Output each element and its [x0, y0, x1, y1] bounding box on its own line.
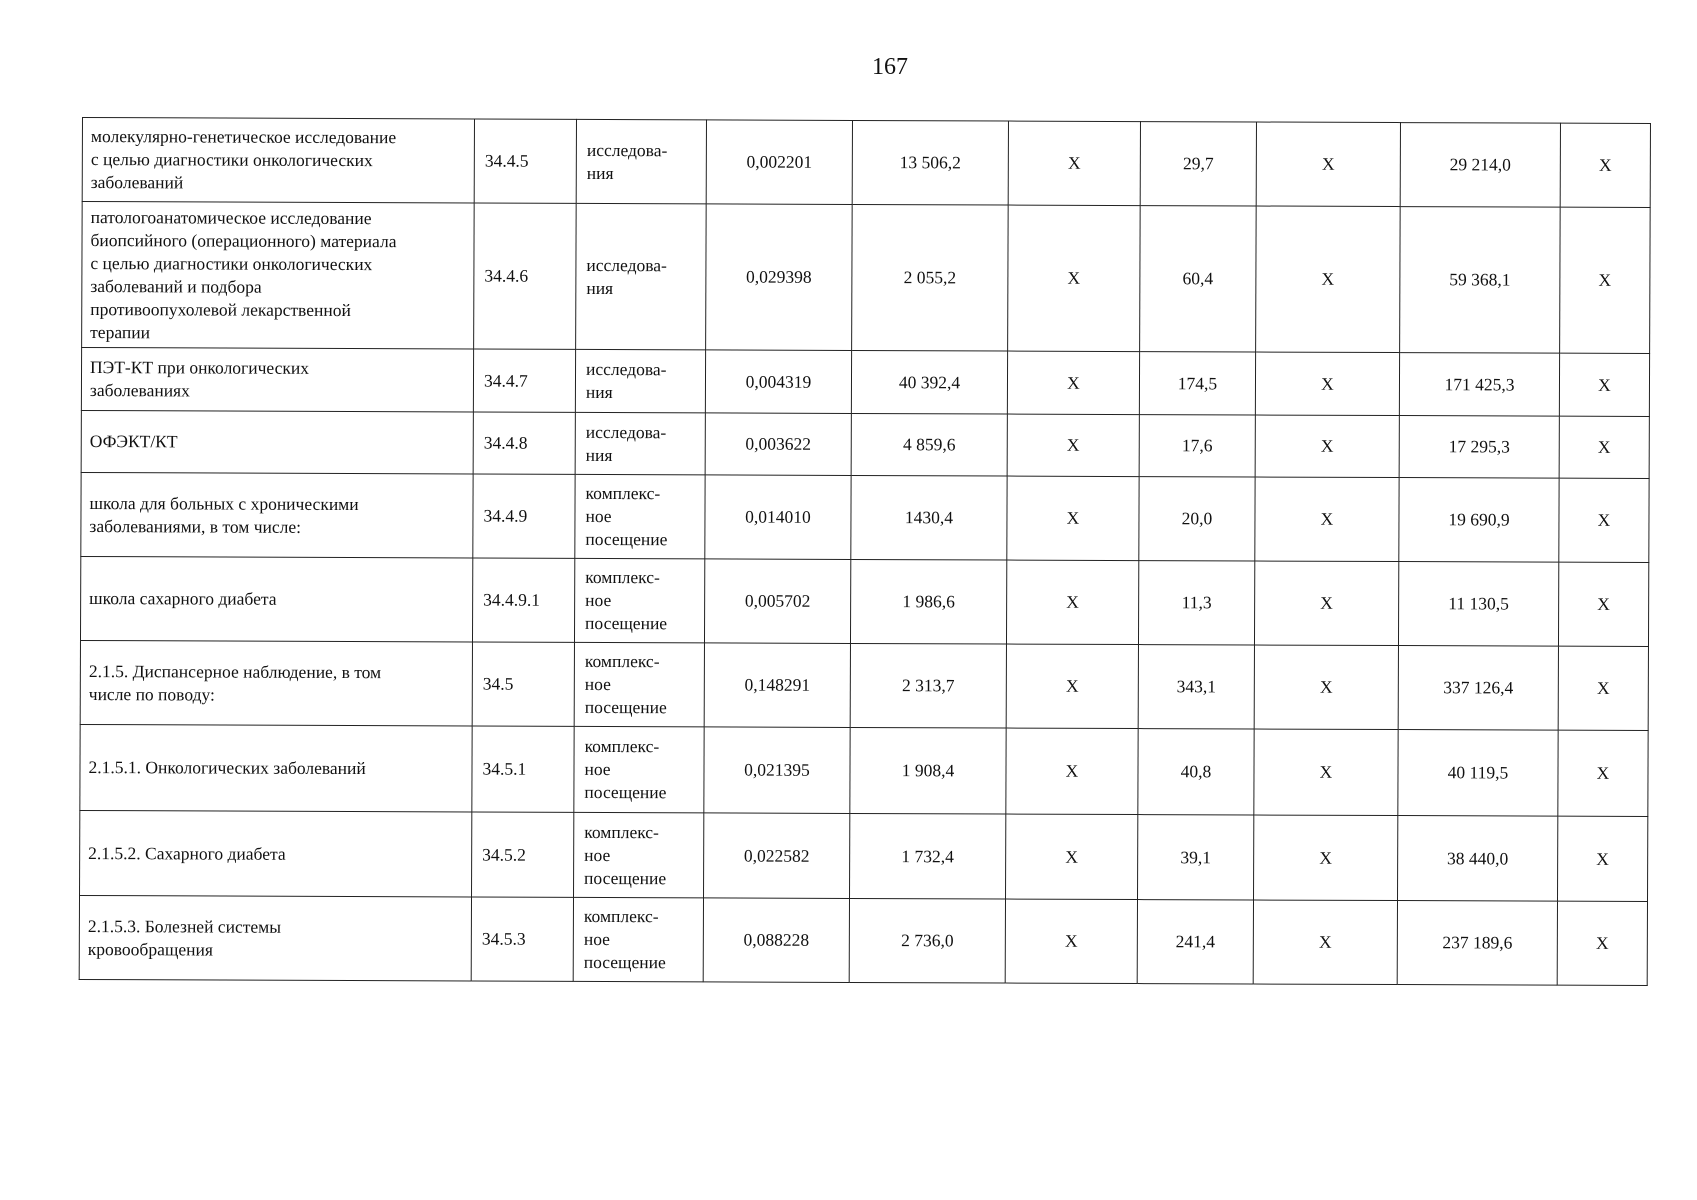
cell-value: 237 189,6 — [1397, 901, 1557, 986]
cell-unit — [575, 412, 705, 474]
cell-x: X — [1558, 646, 1648, 730]
cell-name — [81, 348, 473, 413]
cell-x: X — [1254, 645, 1398, 730]
unit-line: посещение — [583, 951, 666, 973]
cell-value: 11,3 — [1138, 561, 1254, 645]
cell-x: X — [1560, 207, 1651, 353]
cell-norm: 0,005702 — [704, 559, 850, 644]
name-line: противоопухолевой лекарственной — [90, 298, 351, 320]
cell-cost: 2 313,7 — [850, 643, 1006, 728]
cell-x: X — [1007, 414, 1139, 477]
cell-x: X — [1008, 121, 1140, 206]
cell-x: X — [1253, 900, 1397, 985]
unit-line: посещение — [584, 781, 667, 803]
name-line: ОФЭКТ/КТ — [89, 431, 178, 452]
cell-unit — [575, 474, 705, 558]
cell-cost: 1 986,6 — [850, 559, 1006, 644]
unit-line: ное — [584, 844, 611, 865]
unit-line: комплекс- — [584, 735, 660, 757]
cell-cost: 2 055,2 — [852, 204, 1009, 351]
cell-value: 39,1 — [1138, 815, 1254, 900]
unit-line: посещение — [585, 612, 668, 634]
name-line: 2.1.5.3. Болезней системы — [87, 915, 282, 937]
name-line: кровообращения — [87, 938, 213, 960]
cell-unit — [573, 897, 703, 981]
cell-norm: 0,148291 — [704, 643, 850, 728]
name-line: молекулярно-генетическое исследование — [90, 126, 397, 148]
table-row — [81, 472, 1649, 562]
cell-x: X — [1006, 560, 1138, 645]
cell-x: X — [1006, 644, 1138, 729]
cell-unit — [574, 558, 704, 642]
name-line: школа для больных с хроническими — [89, 492, 359, 514]
unit-line: исследова- — [586, 139, 668, 160]
unit-line: посещение — [585, 528, 668, 550]
cell-x: X — [1254, 815, 1398, 901]
name-line: с целью диагностики онкологических — [90, 252, 373, 274]
unit-line: ное — [583, 928, 610, 950]
cell-value: 343,1 — [1138, 645, 1254, 729]
cell-x: X — [1559, 416, 1649, 478]
unit-line: исследова- — [586, 254, 667, 275]
cell-x: X — [1007, 476, 1139, 561]
name-line: 2.1.5.1. Онкологических заболеваний — [88, 757, 366, 779]
table-row — [80, 724, 1648, 816]
name-line: биопсийного (операционного) материала — [90, 229, 397, 251]
cell-value: 40 119,5 — [1398, 730, 1558, 817]
cell-unit — [574, 812, 704, 897]
cell-unit — [574, 726, 704, 812]
cell-name — [81, 410, 473, 474]
cell-value: 40,8 — [1138, 729, 1254, 815]
cell-name — [82, 202, 475, 350]
cell-code: 34.5.3 — [471, 897, 573, 981]
cell-code: 34.4.5 — [474, 119, 576, 203]
cell-value: 337 126,4 — [1398, 646, 1558, 731]
cell-code: 34.5 — [472, 642, 574, 726]
cell-code: 34.4.6 — [474, 203, 577, 349]
name-line: заболеваниями, в том числе: — [89, 515, 302, 537]
table-row — [79, 895, 1647, 985]
name-line: заболеваний — [90, 172, 184, 193]
cell-norm: 0,003622 — [705, 413, 851, 476]
cell-value: 29 214,0 — [1400, 123, 1560, 208]
cell-norm: 0,022582 — [704, 813, 850, 899]
unit-line: ния — [585, 381, 613, 403]
cell-norm: 0,002201 — [706, 120, 852, 205]
cell-name — [80, 556, 472, 642]
cell-name — [80, 640, 472, 726]
cell-cost: 2 736,0 — [849, 898, 1005, 983]
cell-unit — [574, 642, 704, 726]
cell-name — [80, 810, 472, 897]
cell-unit — [576, 203, 707, 349]
cell-value: 17,6 — [1139, 415, 1255, 477]
table-row — [80, 810, 1648, 901]
table-row — [81, 410, 1649, 478]
unit-line: исследова- — [585, 421, 667, 442]
cell-cost: 40 392,4 — [851, 350, 1007, 414]
cell-x: X — [1006, 728, 1138, 815]
cell-norm: 0,004319 — [705, 350, 851, 414]
unit-line: ния — [586, 162, 614, 183]
cell-code: 34.4.7 — [473, 349, 575, 412]
cell-value: 17 295,3 — [1399, 416, 1559, 479]
table-row — [81, 348, 1649, 417]
name-line: патологоанатомическое исследование — [90, 206, 372, 228]
name-line: с целью диагностики онкологических — [90, 149, 373, 171]
name-line: 2.1.5.2. Сахарного диабета — [88, 842, 286, 864]
cell-x: X — [1008, 205, 1141, 352]
cell-x: X — [1005, 899, 1137, 984]
cell-x: X — [1255, 477, 1399, 562]
cell-x: X — [1254, 561, 1398, 646]
cell-cost: 13 506,2 — [852, 120, 1008, 205]
cell-norm: 0,088228 — [703, 898, 849, 983]
cell-x: X — [1559, 478, 1649, 562]
cell-name — [81, 472, 473, 558]
cell-x: X — [1560, 123, 1650, 207]
unit-line: ное — [584, 673, 611, 695]
cell-x: X — [1255, 352, 1399, 416]
cell-code: 34.5.2 — [472, 812, 574, 897]
name-line: числе по поводу: — [88, 683, 215, 705]
table-row — [82, 118, 1650, 208]
page-number: 167 — [872, 54, 908, 80]
name-line: школа сахарного диабета — [89, 588, 277, 609]
cell-value: 174,5 — [1139, 352, 1255, 415]
name-line: заболеваний и подбора — [90, 275, 262, 297]
cell-value: 171 425,3 — [1399, 353, 1559, 417]
table-row — [80, 640, 1648, 730]
cell-value: 20,0 — [1139, 477, 1255, 561]
unit-line: ное — [585, 589, 612, 611]
cell-value: 11 130,5 — [1398, 562, 1558, 647]
unit-line: посещение — [584, 696, 667, 718]
cell-x: X — [1007, 351, 1139, 415]
name-line: заболеваниях — [89, 380, 190, 401]
cell-value: 59 368,1 — [1400, 207, 1561, 354]
cell-x: X — [1557, 816, 1647, 901]
name-line: терапии — [90, 321, 151, 342]
cell-name — [79, 895, 471, 981]
cell-name — [80, 724, 472, 812]
unit-line: комплекс- — [583, 905, 659, 927]
cell-x: X — [1559, 353, 1649, 416]
name-line: ПЭТ-КТ при онкологических — [90, 357, 310, 378]
cell-norm: 0,029398 — [706, 204, 853, 351]
cell-value: 60,4 — [1140, 206, 1257, 352]
unit-line: ное — [585, 505, 612, 527]
cell-value: 19 690,9 — [1399, 478, 1559, 563]
unit-line: ния — [586, 277, 614, 298]
unit-line: исследова- — [585, 358, 667, 380]
cell-code: 34.4.9.1 — [472, 558, 574, 642]
table-body — [79, 118, 1650, 986]
data-table — [79, 117, 1651, 986]
cell-code: 34.4.9 — [473, 474, 575, 558]
cell-cost: 4 859,6 — [851, 413, 1007, 476]
cell-x: X — [1254, 729, 1398, 816]
cell-cost: 1 732,4 — [850, 813, 1006, 899]
cell-x: X — [1006, 814, 1138, 900]
cell-x: X — [1255, 415, 1399, 478]
cell-value: 38 440,0 — [1398, 816, 1558, 902]
unit-line: комплекс- — [585, 566, 660, 588]
cell-cost: 1 908,4 — [850, 727, 1006, 814]
table-row — [82, 202, 1651, 354]
cell-x: X — [1256, 122, 1400, 207]
cell-code: 34.5.1 — [472, 726, 574, 812]
unit-line: комплекс- — [585, 482, 661, 504]
cell-x: X — [1256, 206, 1401, 353]
cell-value: 241,4 — [1137, 900, 1253, 984]
cell-norm: 0,021395 — [704, 727, 850, 814]
cell-x: X — [1557, 901, 1647, 985]
table-container — [79, 117, 1642, 986]
cell-name — [82, 118, 474, 204]
name-line: 2.1.5. Диспансерное наблюдение, в том — [88, 660, 382, 682]
unit-line: комплекс- — [584, 821, 659, 842]
cell-x: X — [1558, 730, 1648, 816]
table-row — [80, 556, 1648, 646]
cell-cost: 1430,4 — [851, 475, 1007, 560]
cell-code: 34.4.8 — [473, 412, 575, 474]
cell-unit — [575, 349, 705, 412]
unit-line: комплекс- — [584, 650, 660, 672]
unit-line: посещение — [584, 867, 667, 888]
cell-unit — [576, 119, 706, 203]
cell-value: 29,7 — [1140, 122, 1256, 206]
unit-line: ния — [585, 444, 613, 465]
cell-x: X — [1558, 562, 1648, 646]
unit-line: ное — [584, 758, 611, 780]
cell-norm: 0,014010 — [705, 475, 851, 560]
